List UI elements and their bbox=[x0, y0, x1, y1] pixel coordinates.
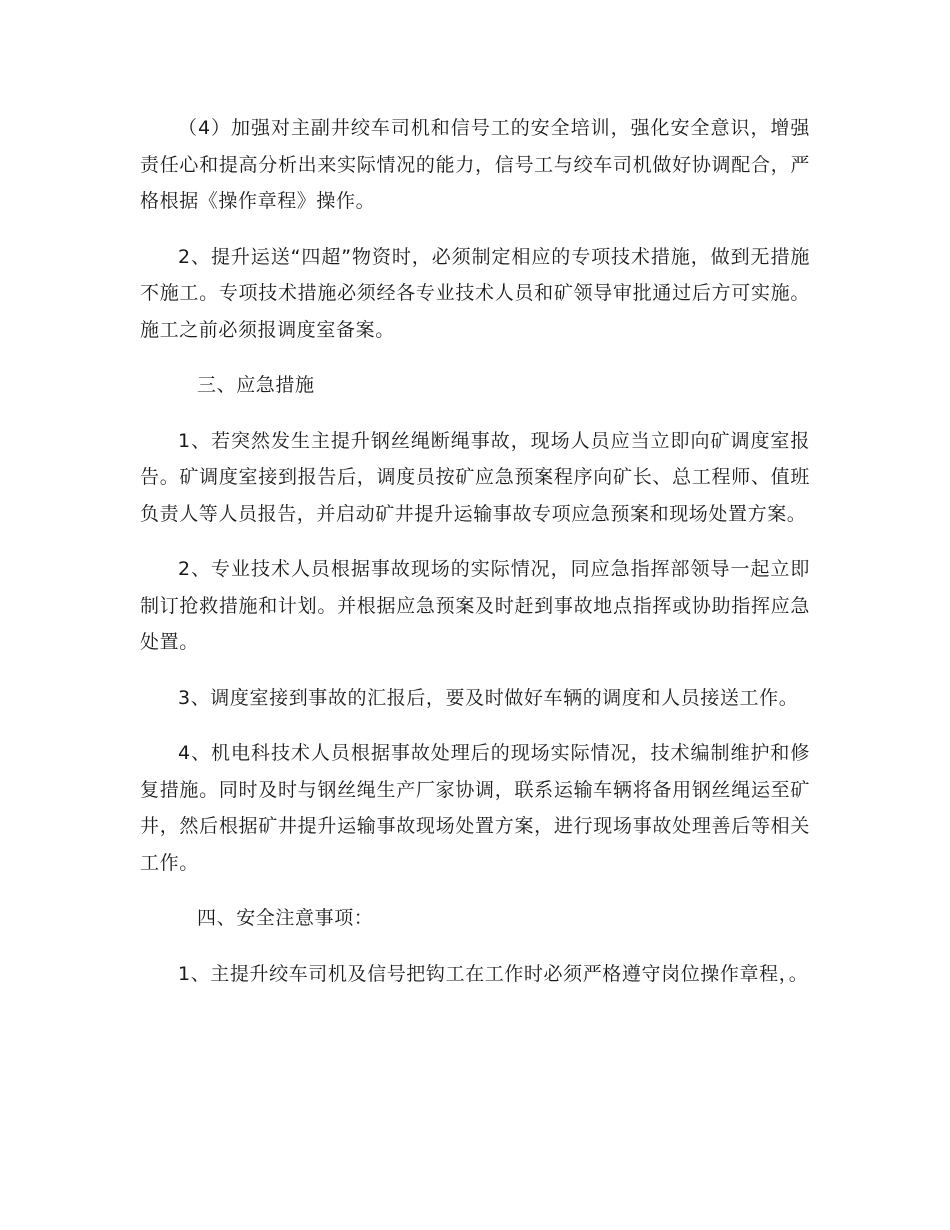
paragraph-safety-1: 1、主提升绞车司机及信号把钩工在工作时必须严格遵守岗位操作章程，。 bbox=[178, 962, 809, 985]
document-body bbox=[140, 110, 810, 992]
paragraph-training: （4）加强对主副井绞车司机和信号工的安全培训，强化安全意识，增强责任心和提高分析出来实际情况的能力，信号工与绞车司机做好协调配合，严格根据《操作章程》操作。 bbox=[140, 117, 810, 212]
paragraph-emergency-3: 3、调度室接到事故的汇报后，要及时做好车辆的调度和人员接送工作。 bbox=[178, 686, 799, 709]
paragraph-emergency-2: 2、专业技术人员根据事故现场的实际情况，同应急指挥部领导一起立即制订抢救措施和计划。并根据应急预案及时赶到事故地点指挥或协助指挥应急处置。 bbox=[140, 558, 810, 653]
paragraph-emergency-1: 1、若突然发生主提升钢丝绳断绳事故，现场人员应当立即向矿调度室报告。矿调度室接到报告后，调度员按矿应急预案程序向矿长、总工程师、值班负责人等人员报告，并启动矿井提升运输事故专项应急预案和现场处置方案。 bbox=[140, 429, 810, 525]
paragraph-four-super-materials: 2、提升运送“四超”物资时，必须制定相应的专项技术措施，做到无措施不施工。专项技术措施必须经各专业技术人员和矿领导审批通过后方可实施。施工之前必须报调度室备案。 bbox=[140, 245, 810, 341]
paragraph-emergency-4: 4、机电科技术人员根据事故处理后的现场实际情况，技术编制维护和修复措施。同时及时与钢丝绳生产厂家协调，联系运输车辆将备用钢丝绳运至矿井，然后根据矿井提升运输事故现场处置方案，进行现场事故处理善后等相关工作。 bbox=[140, 742, 810, 874]
section-heading-safety-notes: 四、安全注意事项： bbox=[197, 907, 374, 929]
section-heading-emergency-measures: 三、应急措施 bbox=[197, 374, 315, 396]
